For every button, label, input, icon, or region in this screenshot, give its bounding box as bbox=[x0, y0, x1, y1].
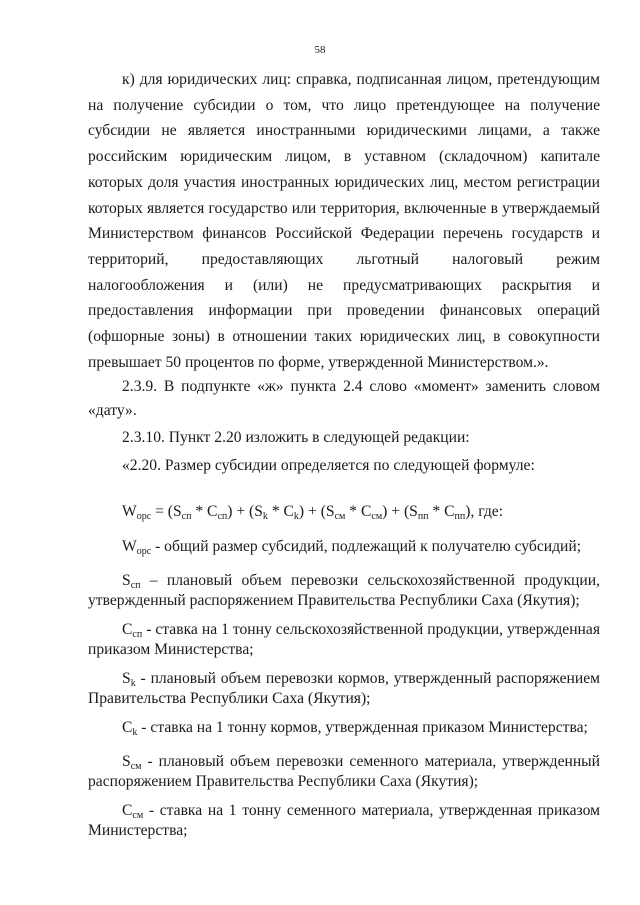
formula-s-sm: S bbox=[325, 503, 335, 520]
formula-c-sp-sub: сп bbox=[217, 511, 228, 522]
paragraph-2-3-10: 2.3.10. Пункт 2.20 изложить в следующей редакции: bbox=[122, 429, 470, 446]
definition-symbol: C bbox=[122, 719, 133, 736]
definition-c-sm bbox=[88, 801, 600, 841]
formula-s-sm-sub: см bbox=[334, 511, 346, 522]
definition-symbol: C bbox=[122, 621, 133, 638]
formula-s-pp-sub: пп bbox=[417, 511, 429, 522]
definition-text: – плановый объем перевозки сельскохозяйственной продукции, утвержденный распоряжением Правительства Республики Саха (Якутия); bbox=[88, 572, 600, 609]
definition-subscript: сп bbox=[130, 580, 141, 591]
formula-s-k: S bbox=[254, 503, 263, 520]
formula-s-k-sub: k bbox=[262, 511, 268, 522]
definition-subscript: сп bbox=[132, 629, 143, 640]
definition-c-sp bbox=[88, 620, 600, 660]
definition-subscript: орс bbox=[136, 546, 152, 557]
formula-s-pp: S bbox=[409, 503, 418, 520]
formula-s-sp-sub: сп bbox=[181, 511, 192, 522]
page-number: 58 bbox=[314, 44, 326, 56]
definition-w-ors bbox=[88, 537, 600, 557]
paragraph-2-3-9: 2.3.9. В подпункте «ж» пункта 2.4 слово «момент» заменить словом «дату». bbox=[88, 378, 600, 419]
formula-c-sp: C bbox=[207, 503, 218, 520]
definition-text: - общий размер субсидий, подлежащий к получателю субсидий; bbox=[151, 538, 582, 555]
definition-s-sm bbox=[88, 752, 600, 792]
definition-text: - плановый объем перевозки семенного материала, утвержденный распоряжением Правительства Республики Саха (Якутия); bbox=[88, 753, 600, 790]
formula-tail: , где: bbox=[470, 503, 504, 520]
definition-text: - ставка на 1 тонну кормов, утвержденная приказом Министерства; bbox=[137, 719, 588, 736]
formula-w-sub: орс bbox=[136, 511, 152, 522]
definition-s-k bbox=[88, 669, 600, 709]
definition-symbol: C bbox=[122, 802, 133, 819]
formula-s-sp: S bbox=[172, 503, 182, 520]
formula-c-pp-sub: пп bbox=[454, 511, 466, 522]
definition-text: - ставка на 1 тонну семенного материала, утвержденная приказом Министерства; bbox=[88, 802, 600, 839]
definition-symbol: W bbox=[122, 538, 137, 555]
formula-c-sm: C bbox=[360, 503, 372, 520]
definition-subscript: см bbox=[132, 810, 144, 821]
formula-c-k: C bbox=[283, 503, 294, 520]
formula-c-sm-sub: см bbox=[371, 511, 383, 522]
paragraph-2-20: «2.20. Размер субсидии определяется по следующей формуле: bbox=[122, 457, 535, 474]
formula-c-pp: C bbox=[444, 503, 455, 520]
definition-c-k bbox=[88, 718, 600, 738]
formula-w: W bbox=[122, 503, 137, 520]
definition-subscript: k bbox=[130, 678, 136, 689]
definition-symbol: S bbox=[122, 670, 131, 687]
paragraph-k: к) для юридических лиц: справка, подписанная лицом, претендующим на получение субсидии о том, что лицо претендующее на получение субсидии не является иностранными юридическими лицами, а также российским юридическим лицом, в уставном (складочном) капитале которых доля участия иностранных юридических лиц, местом регистрации которых является государство или территория, включенные в утверждаемый Министерством финансов Российской Федерации перечень государств и территорий, предоставляющих льготный налоговый режим налогообложения и (или) не предусматривающих раскрытия и предоставления информации при проведении финансовых операций (офшорные зоны) в отношении таких юридических лиц, в совокупности превышает 50 процентов по форме, утвержденной Министерством.». bbox=[88, 71, 600, 371]
subsidy-formula: $W_{орс} = (S_{сп} * C_{сп}) + (S_k * C_k) + (S_{см} * C_{см}) + (S_{пп} * C_{пп})$, где: bbox=[122, 503, 504, 522]
definition-subscript: см bbox=[130, 761, 142, 772]
definition-text: - ставка на 1 тонну сельскохозяйственной продукции, утвержденная приказом Министерства; bbox=[88, 621, 600, 658]
formula-c-k-sub: k bbox=[293, 511, 299, 522]
definition-text: - плановый объем перевозки кормов, утвержденный распоряжением Правительства Республики Саха (Якутия); bbox=[88, 670, 600, 707]
definition-symbol: S bbox=[122, 753, 131, 770]
definition-symbol: S bbox=[122, 572, 131, 589]
definition-subscript: k bbox=[132, 727, 138, 738]
definition-s-sp bbox=[88, 571, 600, 611]
